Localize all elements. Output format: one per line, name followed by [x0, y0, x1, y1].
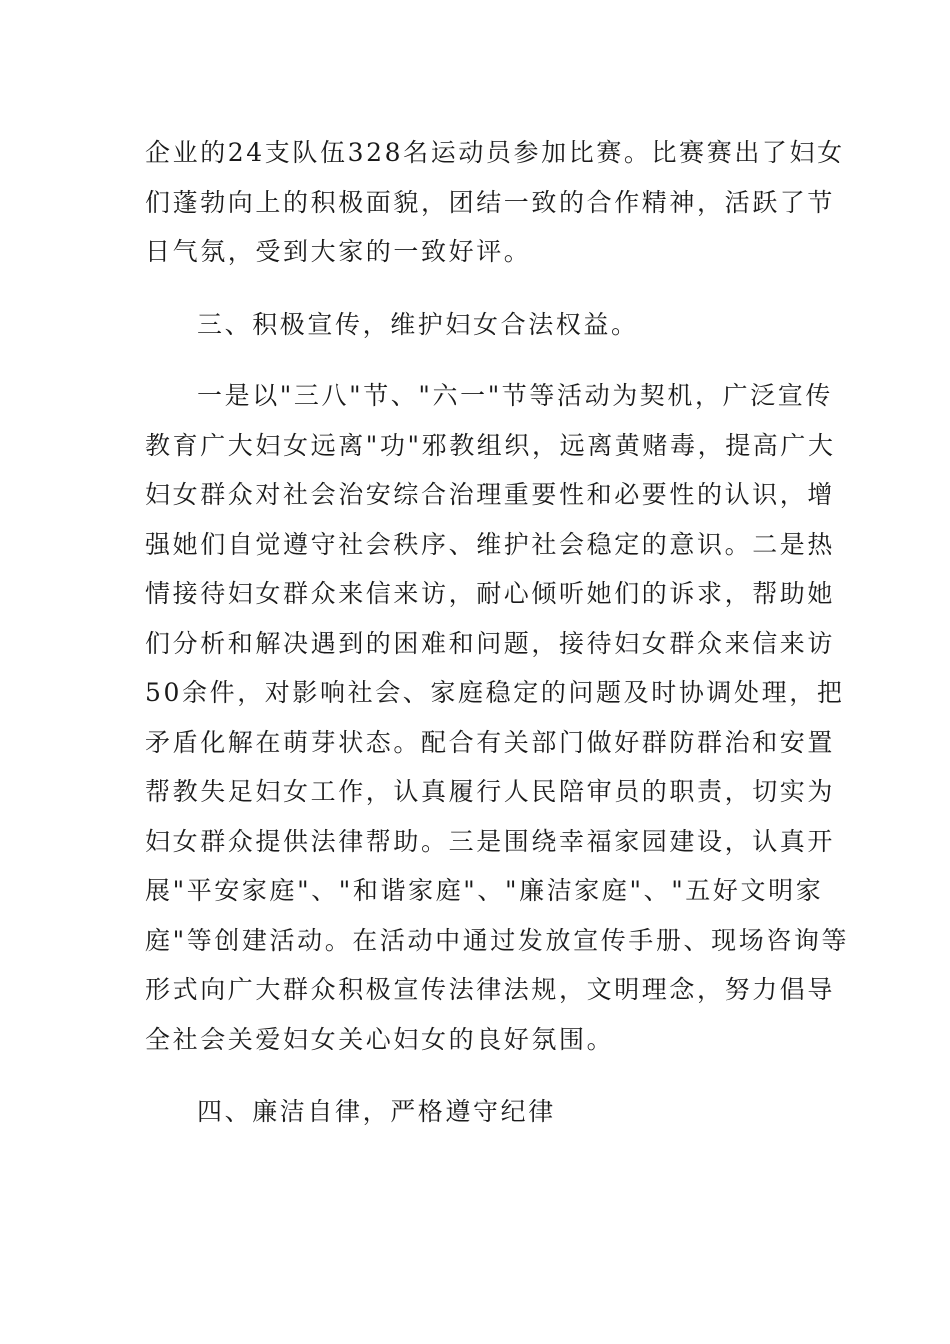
- paragraph-publicity: [145, 371, 850, 1064]
- section-heading-four: 四、廉洁自律，严格遵守纪律: [197, 1097, 556, 1126]
- text-line: 全社会关爱妇女关心妇女的良好氛围。: [145, 1024, 615, 1054]
- text-line: 一是以"三八"节、"六一"节等活动为契机，广泛宣传: [197, 381, 833, 410]
- paragraph-sports-event: [145, 128, 845, 277]
- text-line: 展"平安家庭"、"和谐家庭"、"廉洁家庭"、"五好文明家: [145, 876, 824, 905]
- text-line: 情接待妇女群众来信来访，耐心倾听她们的诉求，帮助她: [145, 579, 836, 608]
- text-line: 形式向广大群众积极宣传法律法规，文明理念，努力倡导: [145, 975, 836, 1004]
- text-line: 妇女群众对社会治安综合治理重要性和必要性的认识，增: [145, 480, 836, 509]
- text-line: 帮教失足妇女工作，认真履行人民陪审员的职责，切实为: [145, 777, 836, 806]
- text-line: 50余件，对影响社会、家庭稳定的问题及时协调处理，把: [145, 678, 845, 707]
- text-line: 们分析和解决遇到的困难和问题，接待妇女群众来信来访: [145, 628, 836, 658]
- section-heading-three: 三、积极宣传，维护妇女合法权益。: [197, 310, 639, 339]
- text-line: 矛盾化解在萌芽状态。配合有关部门做好群防群治和安置: [145, 727, 836, 757]
- text-line: 教育广大妇女远离"功"邪教组织，远离黄赌毒，提高广大: [145, 430, 836, 460]
- text-line: 庭"等创建活动。在活动中通过发放宣传手册、现场咨询等: [145, 925, 850, 955]
- text-line: 妇女群众提供法律帮助。三是围绕幸福家园建设，认真开: [145, 826, 836, 856]
- text-line: 强她们自觉遵守社会秩序、维护社会稳定的意识。二是热: [145, 529, 836, 559]
- text-line: 日气氛，受到大家的一致好评。: [145, 237, 532, 266]
- text-line: 企业的24支队伍328名运动员参加比赛。比赛赛出了妇女: [145, 138, 845, 167]
- text-line: 们蓬勃向上的积极面貌，团结一致的合作精神，活跃了节: [145, 187, 836, 217]
